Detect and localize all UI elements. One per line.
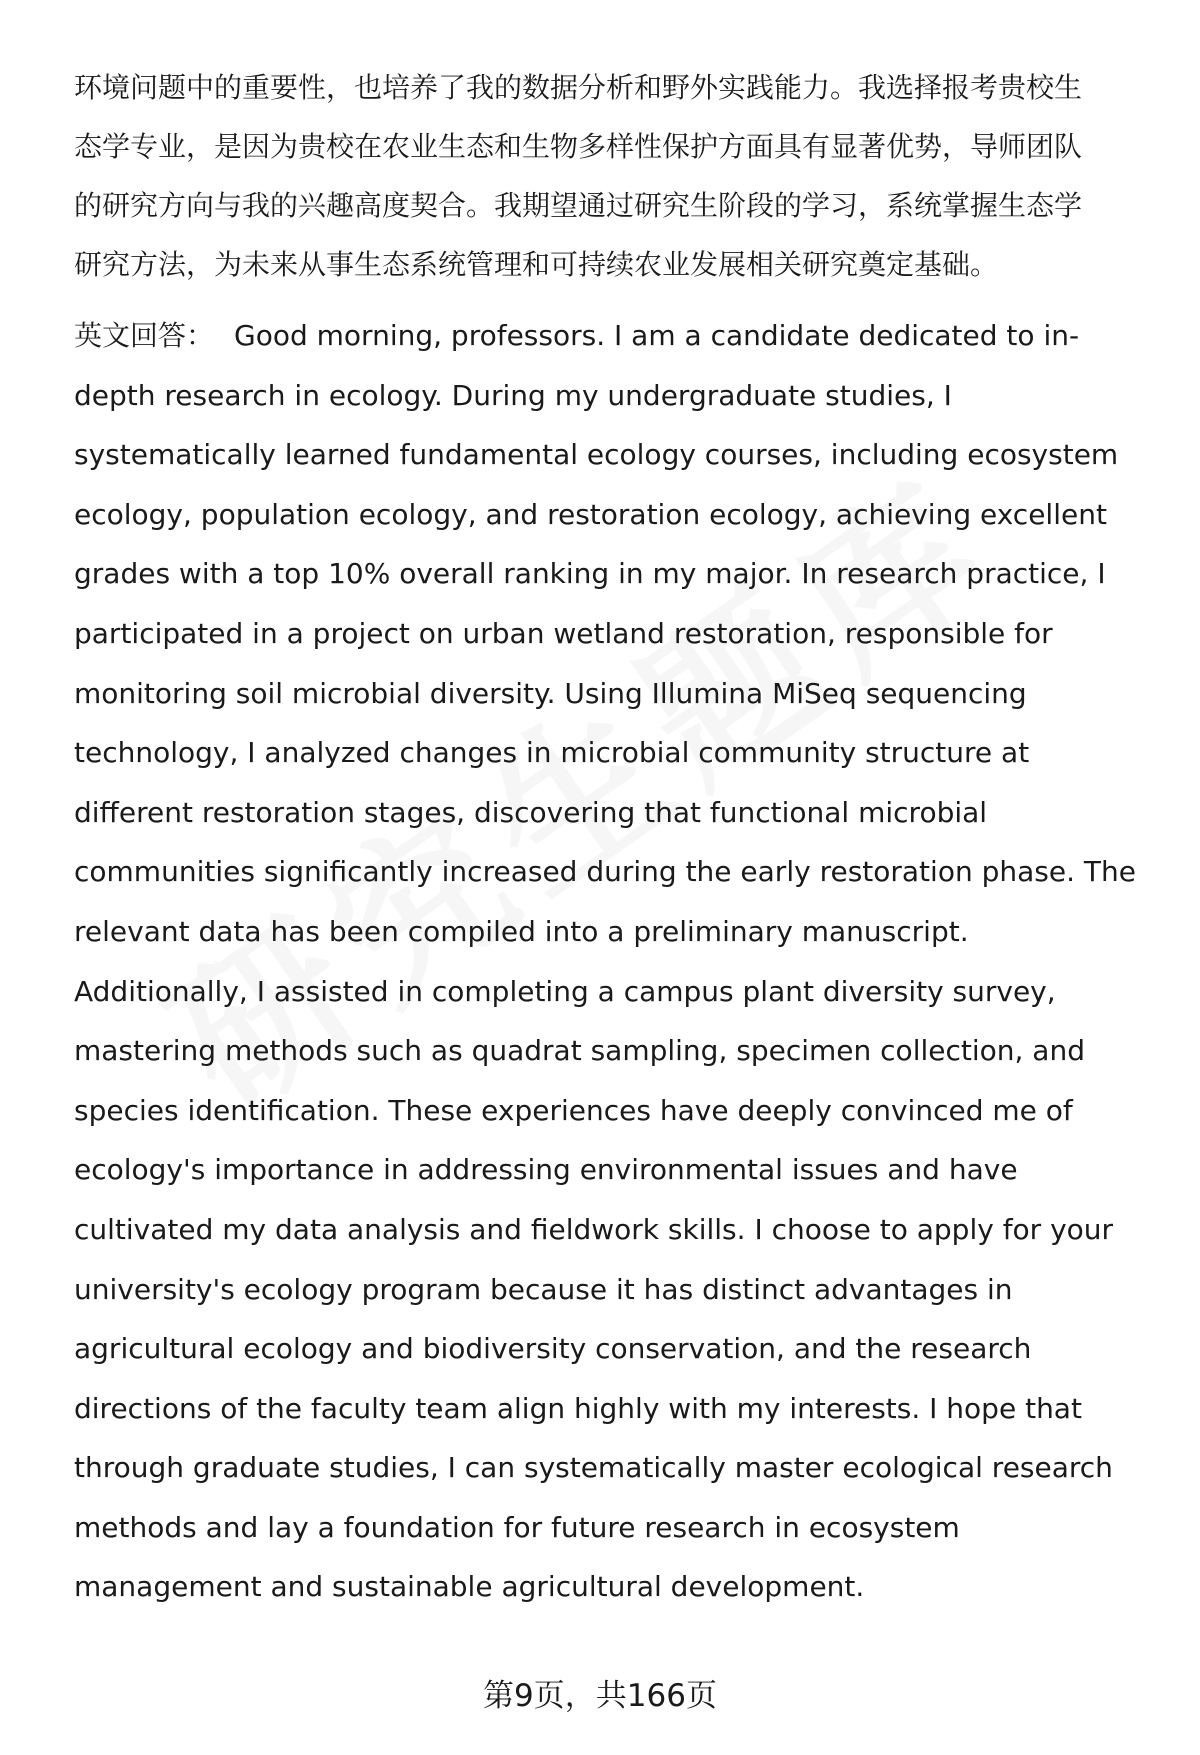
english-line: through graduate studies, I can systematically master ecological research	[74, 1451, 1113, 1485]
english-line: systematically learned fundamental ecology courses, including ecosystem	[74, 438, 1119, 472]
english-line: methods and lay a foundation for future research in ecosystem	[74, 1510, 960, 1544]
english-line: agricultural ecology and biodiversity conservation, and the research	[74, 1332, 1032, 1366]
chinese-paragraph	[74, 58, 1154, 294]
chinese-line: 态学专业，是因为贵校在农业生态和生物多样性保护方面具有显著优势，导师团队	[74, 130, 1083, 163]
chinese-line: 研究方法，为未来从事生态系统管理和可持续农业发展相关研究奠定基础。	[74, 248, 999, 281]
english-answer-paragraph	[74, 306, 1154, 1617]
english-line	[74, 306, 1154, 366]
english-line: technology, I analyzed changes in microbial community structure at	[74, 736, 1030, 770]
english-line: Additionally, I assisted in completing a campus plant diversity survey,	[74, 974, 1056, 1008]
english-line: cultivated my data analysis and fieldwork skills. I choose to apply for your	[74, 1212, 1114, 1246]
english-line: depth research in ecology. During my undergraduate studies, I	[74, 378, 952, 412]
english-line: communities significantly increased during the early restoration phase. The	[74, 855, 1136, 889]
english-line: directions of the faculty team align highly with my interests. I hope that	[74, 1391, 1082, 1425]
english-line: ecology's importance in addressing environmental issues and have	[74, 1153, 1018, 1187]
english-answer-label: 英文回答：	[74, 319, 215, 352]
english-line: relevant data has been compiled into a preliminary manuscript.	[74, 914, 969, 948]
english-line: monitoring soil microbial diversity. Using Illumina MiSeq sequencing	[74, 676, 1027, 710]
english-line-text: Good morning, professors. I am a candidate dedicated to in-	[234, 319, 1080, 352]
chinese-line: 的研究方向与我的兴趣高度契合。我期望通过研究生阶段的学习，系统掌握生态学	[74, 189, 1083, 222]
english-line: participated in a project on urban wetland restoration, responsible for	[74, 616, 1053, 650]
page-number-footer: 第9页，共166页	[483, 1678, 717, 1714]
english-line: mastering methods such as quadrat sampling, specimen collection, and	[74, 1034, 1085, 1068]
english-line: grades with a top 10% overall ranking in my major. In research practice, I	[74, 557, 1106, 591]
chinese-line: 环境问题中的重要性，也培养了我的数据分析和野外实践能力。我选择报考贵校生	[74, 71, 1083, 104]
document-page	[74, 58, 1154, 1617]
english-line: different restoration stages, discovering that functional microbial	[74, 795, 988, 829]
english-line: ecology, population ecology, and restoration ecology, achieving excellent	[74, 497, 1107, 531]
english-line: species identification. These experiences have deeply convinced me of	[74, 1093, 1073, 1127]
english-line: management and sustainable agricultural development.	[74, 1570, 865, 1604]
english-line: university's ecology program because it has distinct advantages in	[74, 1272, 1013, 1306]
